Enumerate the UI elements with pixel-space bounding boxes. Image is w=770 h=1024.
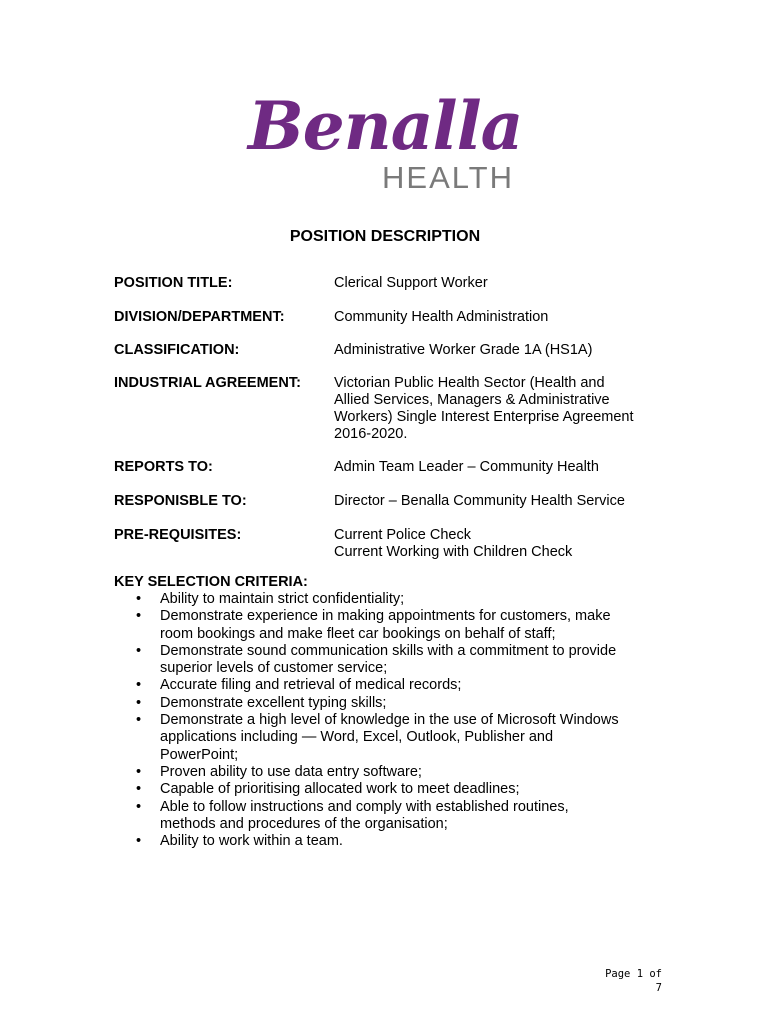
criteria-line: Demonstrate excellent typing skills; (160, 694, 387, 711)
field-label: CLASSIFICATION: (114, 342, 240, 358)
criteria-line: methods and procedures of the organisation; (160, 815, 448, 832)
field-value (334, 493, 674, 510)
document-title: POSITION DESCRIPTION (289, 228, 481, 245)
field-value (334, 459, 674, 476)
criteria-line: Ability to maintain strict confidentiality; (160, 591, 405, 607)
field-value-line: Director – Benalla Community Health Service (334, 493, 625, 509)
criteria-line: Accurate filing and retrieval of medical records; (160, 677, 462, 694)
criteria-line: Proven ability to use data entry software; (160, 763, 422, 780)
criteria-item (114, 591, 664, 608)
page-number: Page 1 of 7 (605, 968, 662, 994)
field-value (334, 275, 674, 292)
criteria-item (114, 608, 664, 643)
criteria-item (114, 764, 664, 781)
criteria-item (114, 781, 664, 798)
logo-subtext: HEALTH (382, 160, 515, 195)
bullet-icon: • (136, 712, 142, 729)
bullet-icon: • (136, 642, 142, 659)
field-value-line: Clerical Support Worker (334, 275, 488, 291)
field-value-line: Victorian Public Health Sector (Health and (334, 375, 605, 391)
criteria-line: applications including — Word, Excel, Outlook, Publisher and (160, 729, 554, 746)
field-value (334, 375, 674, 443)
bullet-icon: • (136, 608, 142, 625)
field-value-line: Workers) Single Interest Enterprise Agreement (334, 409, 634, 425)
criteria-line: room bookings and make fleet car bookings on behalf of staff; (160, 625, 556, 642)
field-value-line: Administrative Worker Grade 1A (HS1A) (334, 342, 593, 358)
bullet-icon: • (136, 591, 142, 607)
criteria-line: Able to follow instructions and comply with established routines, (160, 798, 569, 815)
field-label: RESPONISBLE TO: (114, 493, 247, 509)
bullet-icon: • (136, 781, 142, 798)
criteria-line: PowerPoint; (160, 746, 239, 763)
field-label: REPORTS TO: (114, 459, 213, 475)
benalla-health-logo (248, 86, 538, 198)
criteria-line: Demonstrate experience in making appointments for customers, make (160, 608, 611, 625)
bullet-icon: • (136, 677, 142, 694)
field-value-line: Current Police Check (334, 527, 471, 543)
field-value-line: Allied Services, Managers & Administrative (334, 392, 610, 408)
criteria-heading: KEY SELECTION CRITERIA: (114, 574, 308, 590)
bullet-icon: • (136, 694, 142, 711)
field-value-line: 2016-2020. (334, 426, 408, 442)
criteria-item (114, 799, 664, 834)
criteria-line: Capable of prioritising allocated work to meet deadlines; (160, 781, 520, 798)
criteria-line: Demonstrate a high level of knowledge in the use of Microsoft Windows (160, 712, 619, 729)
criteria-item (114, 643, 664, 678)
criteria-line: Demonstrate sound communication skills with a commitment to provide (160, 642, 617, 659)
field-value-line: Community Health Administration (334, 309, 549, 325)
bullet-icon: • (136, 833, 142, 850)
logo-wordmark: Benalla (248, 87, 523, 165)
field-label: INDUSTRIAL AGREEMENT: (114, 375, 301, 391)
bullet-icon: • (136, 798, 142, 815)
bullet-icon: • (136, 763, 142, 780)
field-label: DIVISION/DEPARTMENT: (114, 309, 285, 325)
criteria-item (114, 677, 664, 694)
field-value-line: Admin Team Leader – Community Health (334, 459, 599, 475)
criteria-item (114, 695, 664, 712)
criteria-item (114, 833, 664, 850)
field-value (334, 309, 674, 326)
field-value-line: Current Working with Children Check (334, 544, 573, 560)
criteria-list (114, 591, 664, 850)
field-value (334, 342, 674, 359)
criteria-item (114, 712, 664, 764)
field-label: POSITION TITLE: (114, 275, 233, 291)
criteria-line: Ability to work within a team. (160, 833, 343, 850)
field-value (334, 527, 674, 561)
field-label: PRE-REQUISITES: (114, 527, 242, 543)
criteria-line: superior levels of customer service; (160, 660, 388, 677)
